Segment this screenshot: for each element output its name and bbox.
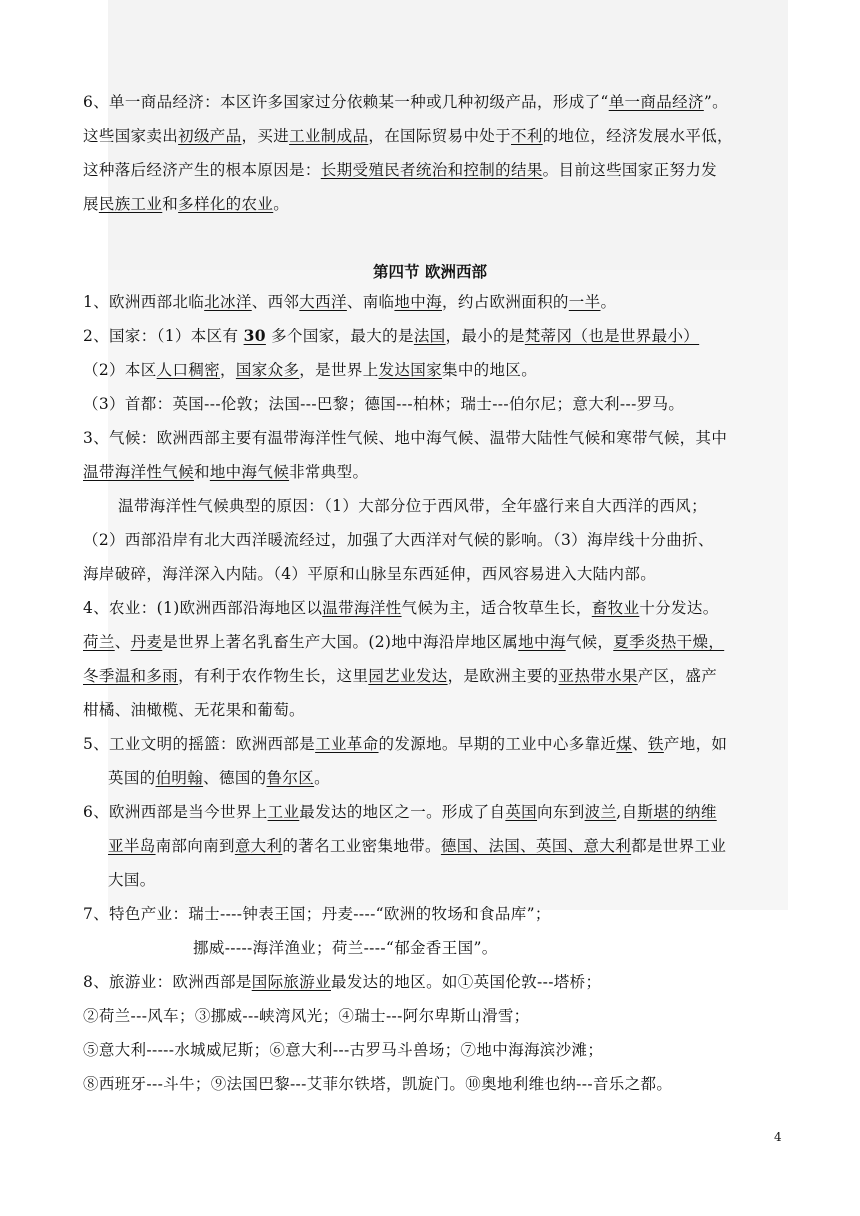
text-line: [83, 904, 551, 924]
text-run: ，最小的是: [445, 327, 525, 345]
text-run: 1、欧洲西部北临: [83, 293, 205, 311]
underlined-term: 畜牧业: [591, 599, 640, 617]
underlined-term: 单一商品经济: [608, 93, 704, 111]
underlined-term: 多样化的农业: [178, 195, 274, 213]
text-run: 、南临: [346, 293, 395, 311]
text-run: 非常典型。: [289, 463, 369, 481]
underlined-term: 德国、法国、英国、意大利: [440, 837, 632, 855]
text-line: [83, 92, 728, 112]
underlined-term: 工业革命: [315, 735, 379, 753]
text-run: 展: [83, 195, 99, 213]
text-line: [83, 700, 305, 720]
underlined-term: 北冰洋: [204, 293, 252, 311]
underlined-term: 斯堪的纳维: [637, 803, 717, 821]
text-run: 4、农业：(1)欧洲西部沿海地区以: [83, 599, 323, 617]
underlined-term: 工业制成品: [289, 127, 369, 145]
text-run: 。: [273, 195, 290, 213]
text-run: 的著名工业密集地带。: [282, 837, 441, 855]
text-run: ，有利于农作物生长，这里: [178, 667, 369, 685]
underlined-term: 国际旅游业: [251, 973, 331, 991]
text-run: 气候为主，适合牧草生长，: [401, 599, 592, 617]
underlined-term: 温带海洋性气候: [83, 463, 194, 481]
text-run: 是世界上著名乳畜生产大国。(2)地中海沿岸地区属: [162, 633, 519, 651]
text-run: 、: [114, 633, 131, 651]
text-run: 的发源地。早期的工业中心多靠近: [378, 735, 617, 753]
text-run: 多个国家，最大的是: [265, 327, 414, 345]
underlined-term: 发达国家: [378, 361, 442, 379]
text-line: [83, 126, 733, 146]
underlined-term: 冬季温和多雨: [83, 667, 179, 685]
text-run: 最发达的地区之一。形成了自: [299, 803, 506, 821]
text-line: [83, 194, 289, 214]
text-run: 集中的地区。: [441, 361, 538, 379]
underlined-term: 波兰: [584, 803, 617, 821]
underlined-term: 意大利: [234, 837, 283, 855]
text-run: ⑧西班牙---斗牛；⑨法国巴黎---艾菲尔铁塔，凯旋门。⑩奥地利维也纳---音乐之都。: [83, 1075, 673, 1093]
underlined-term: 长期受殖民者统治和控制的结果: [320, 161, 543, 179]
text-run: 。: [314, 769, 330, 787]
text-run: 最发达的地区。如①英国伦敦---塔桥；: [330, 973, 602, 991]
text-run: 英国的: [108, 769, 156, 787]
text-line: [83, 462, 368, 482]
text-run: 温带海洋性气候典型的原因：（1）大部分位于西风带，全年盛行来自大西洋的西风；: [118, 497, 707, 515]
text-line: [83, 160, 717, 180]
text-run: 、: [632, 735, 649, 753]
text-run: 和: [193, 463, 210, 481]
text-run: 、西邻: [251, 293, 300, 311]
text-line: [108, 768, 330, 788]
underlined-term: 温带海洋性: [322, 599, 402, 617]
underlined-term: 民族工业: [98, 195, 163, 213]
text-line: [83, 734, 727, 754]
underlined-term: 亚热带水果: [558, 667, 638, 685]
underlined-term: 国家众多: [235, 361, 300, 379]
text-run: 6、单一商品经济：本区许多国家过分依赖某一种或几种初级产品，形成了“: [83, 93, 609, 111]
text-run: 。: [600, 293, 617, 311]
underlined-term: 不利: [511, 127, 543, 145]
text-run: ，在国际贸易中处于: [368, 127, 511, 145]
text-run: ，是欧洲主要的: [447, 667, 559, 685]
text-run: 都是世界工业: [631, 837, 727, 855]
text-run: 8、旅游业：欧洲西部是: [83, 973, 252, 991]
text-line: [118, 496, 707, 516]
text-run: ②荷兰---风车；③挪威---峡湾风光；④瑞士---阿尔卑斯山滑雪；: [83, 1007, 530, 1025]
text-line: [83, 802, 717, 822]
underlined-term: 铁: [648, 735, 664, 753]
text-run: 的地位，经济发展水平低，: [542, 127, 733, 145]
text-run: 向东到: [537, 803, 585, 821]
text-run: 挪威-----海洋渔业；荷兰----“郁金香王国”。: [193, 939, 498, 957]
text-line: [83, 292, 616, 312]
text-run: ,自: [616, 803, 638, 821]
text-run: ⑤意大利-----水城威尼斯；⑥意大利---古罗马斗兽场；⑦地中海海滨沙滩；: [83, 1041, 604, 1059]
text-run: 和: [162, 195, 179, 213]
underlined-term: 荷兰: [83, 633, 115, 651]
text-run: 这种落后经济产生的根本原因是：: [83, 161, 321, 179]
text-run: 产地，如: [663, 735, 728, 753]
text-run: 这些国家卖出: [83, 127, 179, 145]
underlined-term: 煤: [616, 735, 633, 753]
text-run: 十分发达。: [639, 599, 719, 617]
underlined-term: 大西洋: [299, 293, 347, 311]
text-line: [83, 666, 717, 686]
text-line: [83, 598, 719, 618]
text-run: （2）西部沿岸有北大西洋暖流经过，加强了大西洋对气候的影响。（3）海岸线十分曲折、: [83, 531, 714, 549]
underlined-term: 英国: [505, 803, 538, 821]
text-run: ，买进: [241, 127, 290, 145]
underlined-term: 初级产品: [178, 127, 242, 145]
text-run: ，是世界上: [299, 361, 379, 379]
underlined-term: 地中海: [394, 293, 442, 311]
text-run: 7、特色产业：瑞士----钟表王国；丹麦----“欧洲的牧场和食品库”；: [83, 905, 551, 923]
underlined-term: 地中海气候: [209, 463, 290, 481]
text-run: 5、工业文明的摇篮：欧洲西部是: [83, 735, 316, 753]
text-run: ，约占欧洲面积的: [441, 293, 569, 311]
underlined-term: 鲁尔区: [266, 769, 315, 787]
text-line: [108, 836, 726, 856]
section-title: 第四节 欧洲西部: [373, 262, 487, 281]
text-line: [193, 938, 498, 958]
underlined-term: 园艺业发达: [368, 667, 448, 685]
text-run: （2）本区: [83, 361, 157, 379]
underlined-term: 丹麦: [130, 633, 163, 651]
text-line: [83, 1040, 603, 1060]
text-line: [108, 870, 156, 890]
text-run: 6、欧洲西部是当今世界上: [83, 803, 268, 821]
underlined-term: 工业: [267, 803, 300, 821]
text-run: 。目前这些国家正努力发: [542, 161, 718, 179]
text-line: [83, 326, 699, 346]
text-line: [83, 564, 656, 584]
text-line: [83, 1006, 530, 1026]
text-line: [83, 428, 727, 448]
text-run: 柑橘、油橄榄、无花果和葡萄。: [83, 701, 305, 719]
underlined-term: 梵蒂冈（也是世界最小）: [524, 327, 700, 345]
text-run: 海岸破碎，海洋深入内陆。（4）平原和山脉呈东西延伸，西风容易进入大陆内部。: [83, 565, 657, 583]
underlined-term: 人口稠密: [156, 361, 221, 379]
text-run: 3、气候：欧洲西部主要有温带海洋性气候、地中海气候、温带大陆性气候和寒带气候，其中: [83, 429, 728, 447]
underlined-term: 30: [243, 326, 266, 345]
text-line: [83, 972, 601, 992]
underlined-term: 地中海: [518, 633, 566, 651]
page-number: 4: [774, 1130, 782, 1144]
text-run: 大国。: [108, 871, 156, 889]
text-run: 气候，: [565, 633, 614, 651]
underlined-term: 夏季炎热干燥，: [613, 633, 725, 651]
underlined-term: 法国: [413, 327, 446, 345]
text-line: [83, 394, 684, 414]
text-run: 南部向南到: [155, 837, 235, 855]
text-run: 产区，盛产: [637, 667, 718, 685]
text-line: [83, 530, 714, 550]
underlined-term: 一半: [568, 293, 601, 311]
text-run: ，: [220, 361, 236, 379]
text-run: 、德国的: [203, 769, 267, 787]
underlined-term: 亚半岛: [108, 837, 156, 855]
text-run: 2、国家：（1）本区有: [83, 327, 244, 345]
text-run: （3）首都：英国---伦敦；法国---巴黎；德国---柏林；瑞士---伯尔尼；意大利---罗马。: [83, 395, 685, 413]
underlined-term: 伯明翰: [155, 769, 204, 787]
text-run: ”。: [703, 93, 728, 111]
text-line: [83, 360, 537, 380]
text-line: [83, 1074, 672, 1094]
text-line: [83, 632, 724, 652]
